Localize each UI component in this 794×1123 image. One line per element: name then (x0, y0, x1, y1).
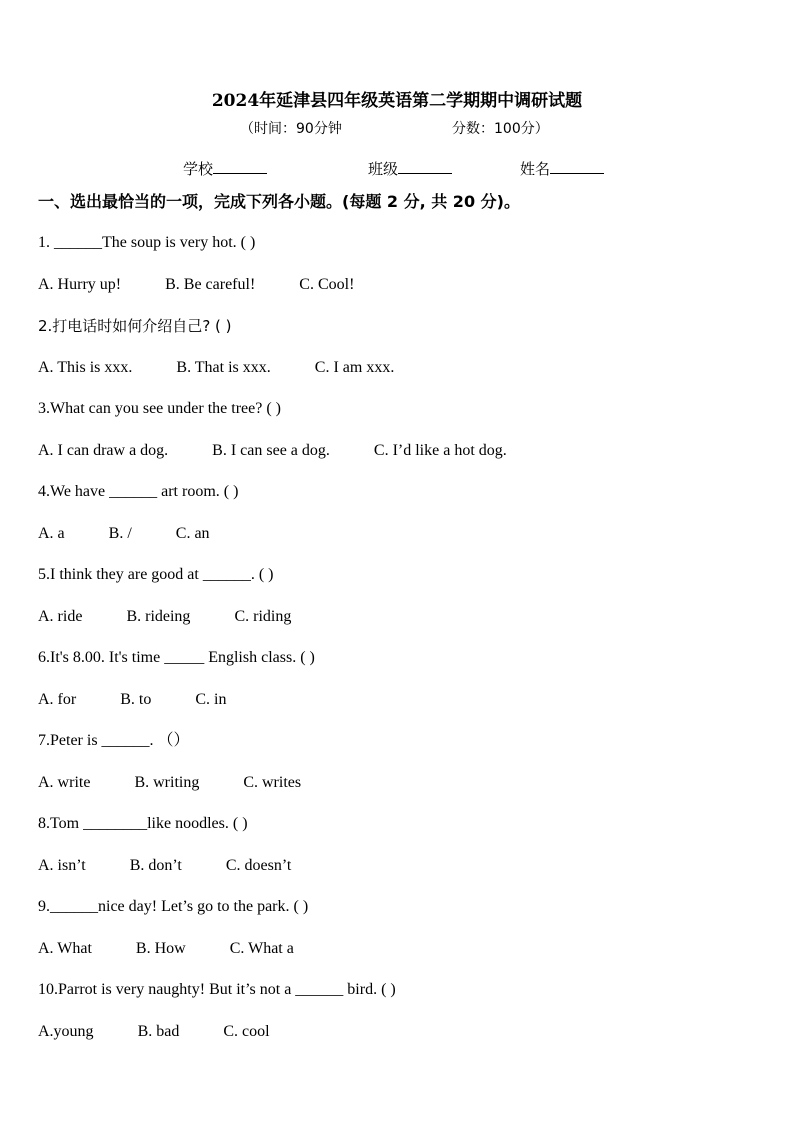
question-stem: 4.We have ______ art room. ( ) (38, 483, 239, 500)
question-7 (38, 728, 758, 811)
question-options (38, 521, 758, 562)
option-c: C. doesn’t (225, 857, 292, 874)
question-options (38, 438, 758, 479)
exam-score: 分数：100分） (452, 121, 549, 137)
question-stem: 6.It's 8.00. It's time _____ English class. ( ) (38, 649, 315, 666)
option-a: A. a (38, 525, 65, 542)
option-c: C. riding (234, 608, 292, 625)
question-10 (38, 977, 758, 1060)
option-b: B. How (135, 940, 186, 957)
question-stem: 7.Peter is ______. （） (38, 732, 190, 749)
question-stem: 8.Tom ________like noodles. ( ) (38, 815, 248, 832)
section-heading: 一、选出最恰当的一项，完成下列各小题。(每题 2 分, 共 20 分)。 (38, 192, 520, 211)
question-6 (38, 645, 758, 728)
option-a: A. ride (38, 608, 83, 625)
question-stem: 10.Parrot is very naughty! But it’s not a ______ bird. ( ) (38, 981, 396, 998)
question-options (38, 604, 758, 645)
exam-title: 2024年延津县四年级英语第二学期期中调研试题 (211, 91, 583, 111)
exam-time: （时间：90分钟 (240, 121, 342, 137)
option-b: B. bad (137, 1023, 180, 1040)
question-list (38, 230, 758, 1060)
option-a: A. What (38, 940, 92, 957)
name-blank (550, 159, 604, 174)
school-label: 学校 (183, 160, 214, 178)
question-stem: 2.打电话时如何介绍自己? ( ) (38, 317, 232, 335)
option-b: B. / (108, 525, 132, 542)
option-c: C. in (195, 691, 227, 708)
option-b: B. to (120, 691, 152, 708)
option-a: A. This is xxx. (38, 359, 133, 376)
school-blank (213, 159, 267, 174)
question-options (38, 355, 758, 396)
question-4 (38, 479, 758, 562)
question-options (38, 1019, 758, 1060)
question-stem: 3.What can you see under the tree? ( ) (38, 400, 281, 417)
question-options (38, 853, 758, 894)
option-b: B. writing (134, 774, 200, 791)
question-3 (38, 396, 758, 479)
option-a: A. write (38, 774, 91, 791)
option-b: B. That is xxx. (176, 359, 271, 376)
question-8 (38, 811, 758, 894)
question-1 (38, 230, 758, 313)
question-options (38, 936, 758, 977)
class-blank (398, 159, 452, 174)
name-label: 姓名 (520, 160, 551, 178)
option-c: C. What a (229, 940, 294, 957)
class-field (368, 158, 452, 179)
option-b: B. I can see a dog. (212, 442, 330, 459)
question-options (38, 770, 758, 811)
question-stem: 1. ______The soup is very hot. ( ) (38, 234, 256, 251)
option-c: C. Cool! (299, 276, 355, 293)
option-b: B. rideing (126, 608, 191, 625)
option-a: A. for (38, 691, 77, 708)
name-field (520, 158, 604, 179)
class-label: 班级 (368, 160, 399, 178)
question-options (38, 687, 758, 728)
option-a: A. Hurry up! (38, 276, 122, 293)
option-c: C. an (175, 525, 210, 542)
option-a: A.young (38, 1023, 94, 1040)
question-2 (38, 313, 758, 396)
option-a: A. isn’t (38, 857, 86, 874)
option-c: C. I am xxx. (314, 359, 395, 376)
question-options (38, 272, 758, 313)
option-b: B. don’t (129, 857, 182, 874)
option-b: B. Be careful! (165, 276, 256, 293)
question-9 (38, 894, 758, 977)
option-a: A. I can draw a dog. (38, 442, 169, 459)
question-stem: 9.______nice day! Let’s go to the park. ( ) (38, 898, 309, 915)
question-stem: 5.I think they are good at ______. ( ) (38, 566, 274, 583)
school-field (183, 158, 267, 179)
option-c: C. cool (223, 1023, 270, 1040)
question-5 (38, 562, 758, 645)
option-c: C. I’d like a hot dog. (373, 442, 507, 459)
option-c: C. writes (243, 774, 302, 791)
